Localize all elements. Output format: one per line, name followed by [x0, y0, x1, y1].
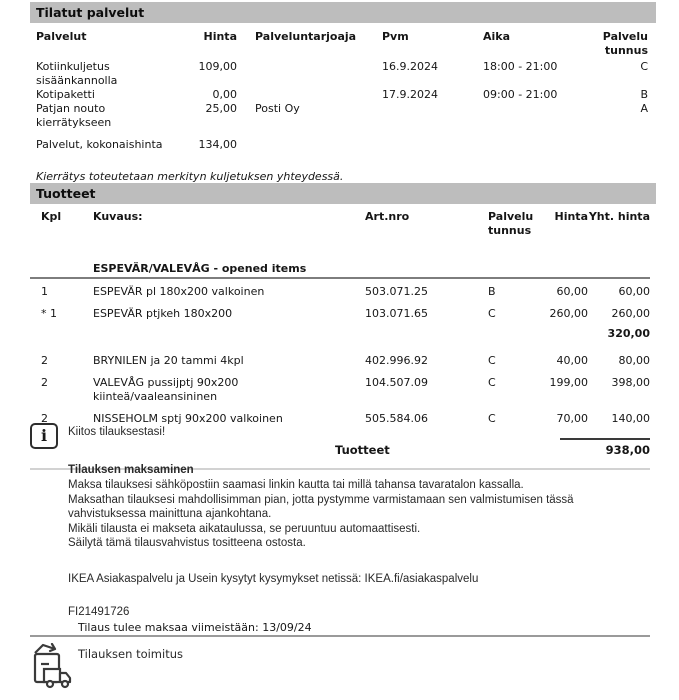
- cell-yht-hinta: 140,00: [611, 412, 650, 425]
- col-header-kuvaus: Kuvaus:: [93, 210, 143, 223]
- cell-pvm: [382, 102, 483, 130]
- cell-pvm: 16.9.2024: [382, 60, 438, 73]
- cell-tunnus: C: [488, 376, 496, 389]
- cell-tunnus: C: [488, 354, 496, 367]
- cell-artnro: 505.584.06: [365, 412, 428, 425]
- col-header-aika: Aika: [483, 30, 511, 43]
- cell-kpl: 1: [41, 285, 48, 298]
- col-header-pvm: Pvm: [382, 30, 409, 43]
- cell-artnro: 402.996.92: [365, 354, 428, 367]
- cell-tunnus: B: [640, 88, 648, 101]
- cell-palveluntarjoaja: [237, 60, 382, 88]
- product-row: [30, 354, 650, 368]
- services-section-header-bar: [30, 2, 656, 23]
- cell-artnro: 103.071.65: [365, 307, 428, 320]
- cell-palveluntarjoaja: Posti Oy: [255, 102, 300, 115]
- products-total-label: Tuotteet: [335, 443, 390, 457]
- cell-kuvaus: ESPEVÄR ptjkeh 180x200: [93, 307, 233, 320]
- col-header-hinta: Hinta: [203, 30, 237, 43]
- cell-tunnus: C: [488, 412, 496, 425]
- products-total-value: 938,00: [605, 443, 650, 457]
- recycling-note: Kierrätys toteutetaan merkityn kuljetuksen yhteydessä.: [36, 170, 344, 183]
- delivery-truck-icon: [30, 643, 74, 693]
- cell-tunnus: B: [488, 285, 496, 298]
- cell-hinta: 60,00: [556, 285, 588, 298]
- col-header-palvelut: Palvelut: [36, 30, 87, 43]
- col-header-artnro: Art.nro: [365, 210, 410, 223]
- cell-aika: 09:00 - 21:00: [483, 88, 558, 101]
- col-header-palvelu-tunnus: Palvelu tunnus: [488, 210, 534, 237]
- cell-kpl: 2: [41, 412, 48, 425]
- cell-tunnus: A: [640, 102, 648, 115]
- thanks-message: Kiitos tilauksestasi!: [68, 426, 166, 438]
- payment-instruction-line: Maksathan tilauksesi mahdollisimman pian, jotta pystymme varmistamaan sen valmistumisen tässä vahvistuksessa mainittuna ajankohtana.: [68, 493, 574, 520]
- payment-info-section: [30, 422, 650, 634]
- cell-hinta: 260,00: [549, 307, 588, 320]
- cell-palvelut: Kotipaketti: [36, 88, 95, 101]
- cell-hinta: 0,00: [212, 88, 237, 101]
- product-group-header: ESPEVÄR/VALEVÅG - opened items: [30, 262, 650, 279]
- cell-kpl: * 1: [41, 307, 57, 320]
- products-section-title: Tuotteet: [36, 186, 96, 201]
- product-row: [30, 307, 650, 321]
- info-icon: i: [30, 423, 58, 449]
- col-header-hinta: Hinta: [554, 210, 588, 223]
- payment-instruction-line: Maksa tilauksesi sähköpostiin saamasi linkin kautta tai millä tahansa tavaratalon kassalla.: [68, 479, 524, 491]
- cell-kuvaus: ESPEVÄR pl 180x200 valkoinen: [93, 285, 265, 298]
- col-header-yht-hinta: Yht. hinta: [588, 210, 650, 223]
- payment-instruction-line: Säilytä tämä tilausvahvistus tositteena ostosta.: [68, 537, 306, 549]
- delivery-section: [30, 635, 650, 698]
- cell-palvelut: Kotiinkuljetus sisäänkannolla: [36, 60, 118, 87]
- services-total-label: Palvelut, kokonaishinta: [36, 138, 163, 151]
- col-header-palvelu-tunnus: Palvelu tunnus: [602, 30, 648, 57]
- col-header-kpl: Kpl: [41, 210, 62, 223]
- service-row: [30, 60, 650, 88]
- cell-aika: [483, 102, 593, 130]
- services-section-title: Tilatut palvelut: [36, 5, 145, 20]
- services-total-value: 134,00: [198, 138, 237, 151]
- payment-due-line: Tilaus tulee maksaa viimeistään: 13/09/24: [78, 620, 312, 634]
- order-number: FI21491726: [68, 605, 130, 618]
- cell-hinta: 40,00: [556, 354, 588, 367]
- cell-artnro: 104.507.09: [365, 376, 428, 389]
- cell-yht-hinta: 80,00: [618, 354, 650, 367]
- payment-instruction-line: Mikäli tilausta ei makseta aikataulussa, se peruuntuu automaattisesti.: [68, 522, 421, 535]
- product-row: [30, 376, 650, 404]
- cell-yht-hinta: 398,00: [611, 376, 650, 389]
- cell-hinta: 25,00: [205, 102, 237, 115]
- cell-tunnus: C: [488, 307, 496, 320]
- services-total-row: [30, 138, 650, 152]
- group-subtotal: 320,00: [607, 327, 650, 340]
- cell-artnro: 503.071.25: [365, 285, 428, 298]
- cell-kpl: 2: [41, 354, 48, 367]
- cell-hinta: 109,00: [198, 60, 237, 73]
- cell-yht-hinta: 260,00: [611, 307, 650, 320]
- service-row: [30, 102, 650, 130]
- cell-kuvaus: BRYNILEN ja 20 tammi 4kpl: [93, 354, 244, 367]
- col-header-palveluntarjoaja: Palveluntarjoaja: [255, 30, 357, 43]
- cell-palvelut: Patjan nouto kierrätykseen: [36, 102, 112, 129]
- products-table-header-row: [30, 210, 650, 238]
- cell-yht-hinta: 60,00: [618, 285, 650, 298]
- product-row: [30, 285, 650, 299]
- service-row: [30, 88, 650, 102]
- cell-hinta: 199,00: [549, 376, 588, 389]
- products-section-header-bar: [30, 183, 656, 204]
- cell-kuvaus: NISSEHOLM sptj 90x200 valkoinen: [93, 412, 283, 425]
- payment-title: Tilauksen maksaminen: [68, 464, 194, 476]
- cell-palveluntarjoaja: [237, 88, 382, 102]
- cell-aika: 18:00 - 21:00: [483, 60, 558, 73]
- cell-kpl: 2: [41, 376, 48, 389]
- cell-tunnus: C: [640, 60, 648, 73]
- customer-service-line: IKEA Asiakaspalvelu ja Usein kysytyt kysymykset netissä: IKEA.fi/asiakaspalvelu: [68, 572, 479, 585]
- delivery-section-title: Tilauksen toimitus: [78, 647, 183, 661]
- cell-hinta: 70,00: [556, 412, 588, 425]
- services-table-header-row: [30, 30, 650, 58]
- services-table: [30, 30, 650, 183]
- cell-kuvaus: VALEVÅG pussijptj 90x200 kiinteä/vaaleansininen: [93, 376, 239, 403]
- cell-pvm: 17.9.2024: [382, 88, 438, 101]
